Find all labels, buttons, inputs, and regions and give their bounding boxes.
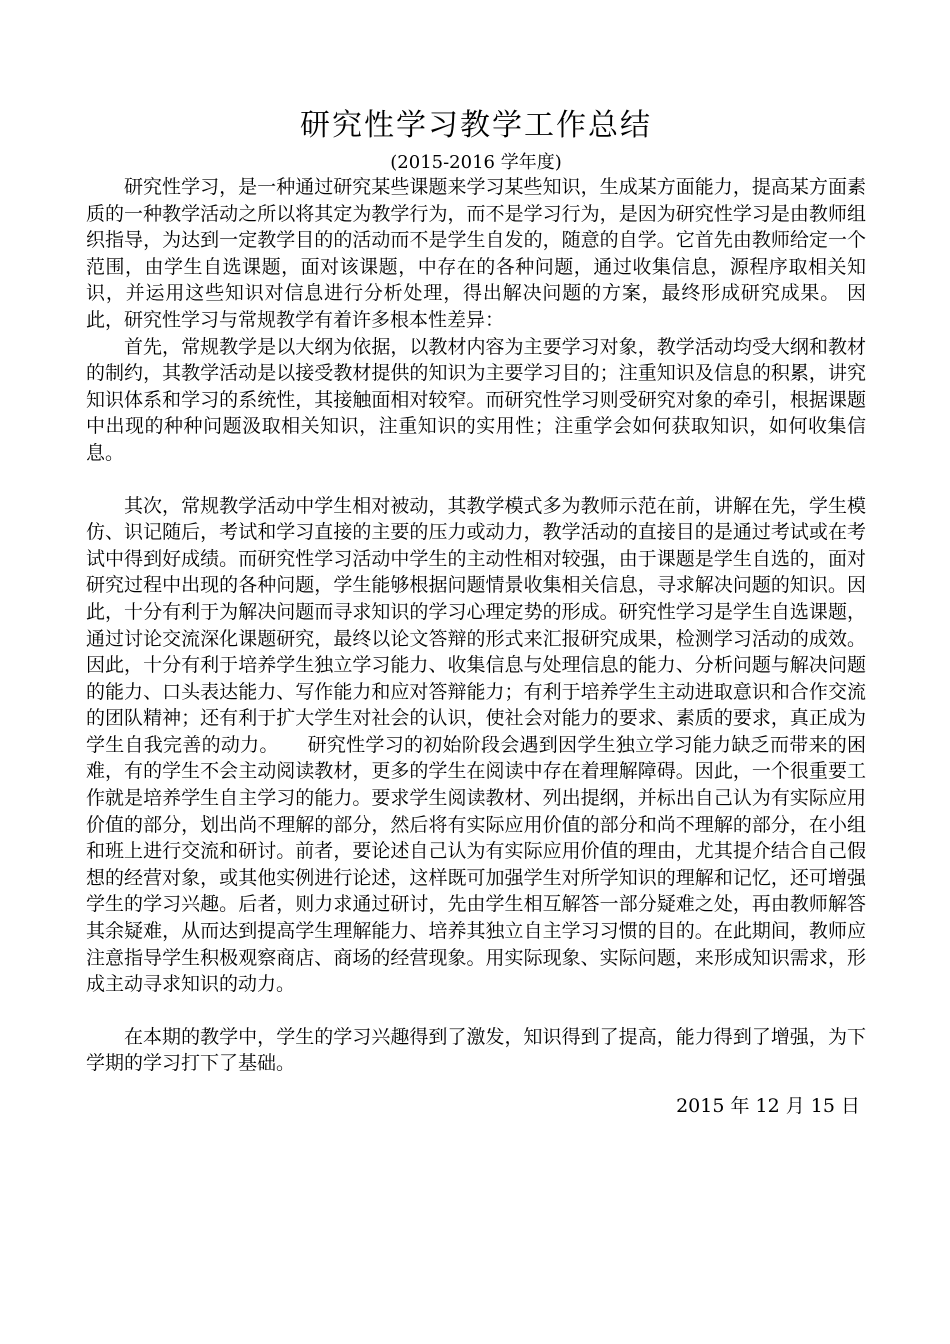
document-subtitle: (2015-2016 学年度) [390,152,562,173]
paragraph-spacer [86,467,866,493]
document-title: 研究性学习教学工作总结 [300,108,652,143]
paragraph-spacer [86,998,866,1024]
paragraph-first: 首先，常规教学是以大纲为依据，以教材内容为主要学习对象，教学活动均受大纲和教材的制约，其教学活动是以接受教材提供的知识为主要学习目的；注重知识及信息的积累，讲究知识体系和学习的系统性，其接触面相对较窄。而研究性学习则受研究对象的牵引，根据课题中出现的种种问题汲取相关知识，注重知识的实用性；注重学会如何获取知识，如何收集信息。 [86,335,866,464]
paragraph-intro: 研究性学习，是一种通过研究某些课题来学习某些知识，生成某方面能力，提高某方面素质的一种教学活动之所以将其定为教学行为，而不是学习行为，是因为研究性学习是由教师组织指导，为达到一定教学目的的活动而不是学生自发的，随意的自学。它首先由教师给定一个范围，由学生自选课题，面对该课题，中存在的各种问题，通过收集信息，源程序取相关知识，并运用这些知识对信息进行分析处理，得出解决问题的方案，最终形成研究成果。 因此，研究性学习与常规教学有着许多根本性差异： [86,176,866,331]
paragraph-second: 其次，常规教学活动中学生相对被动，其教学模式多为教师示范在前，讲解在先，学生模仿、识记随后，考试和学习直接的主要的压力或动力，教学活动的直接目的是通过考试或在考试中得到好成绩。而研究性学习活动中学生的主动性相对较强，由于课题是学生自选的，面对研究过程中出现的各种问题，学生能够根据问题情景收集相关信息，寻求解决问题的知识。因此，十分有利于为解决问题而寻求知识的学习心理定势的形成。研究性学习是学生自选课题，通过讨论交流深化课题研究，最终以论文答辩的形式来汇报研究成果，检测学习活动的成效。因此，十分有利于培养学生独立学习能力、收集信息与处理信息的能力、分析问题与解决问题的能力、口头表达能力、写作能力和应对答辩能力；有利于培养学生主动进取意识和合作交流的团队精神；还有利于扩大学生对社会的认识，使社会对能力的要求、素质的要求，真正成为学生自我完善的动力。 研究性学习的初始阶段会遇到因学生独立学习能力缺乏而带来的困难，有的学生不会主动阅读教材，更多的学生在阅读中存在着理解障碍。因此，一个很重要工作就是培养学生自主学习的能力。要求学生阅读教材、列出提纲，并标出自己认为有实际应用价值的部分，划出尚不理解的部分，然后将有实际应用价值的部分和尚不理解的部分，在小组和班上进行交流和研讨。前者，要论述自己认为有实际应用价值的理由，尤其提介结合自己假想的经营对象，或其他实例进行论述，这样既可加强学生对所学知识的理解和记忆，还可增强学生的学习兴趣。后者，则力求通过研讨，先由学生相互解答一部分疑难之处，再由教师解答其余疑难，从而达到提高学生理解能力、培养其独立自主学习习惯的目的。在此期间，教师应注意指导学生积极观察商店、商场的经营现象。用实际现象、实际问题，来形成知识需求，形成主动寻求知识的动力。 [86,494,866,996]
document-page [86,100,866,1119]
paragraph-conclusion: 在本期的教学中，学生的学习兴趣得到了激发，知识得到了提高，能力得到了增强，为下学期的学习打下了基础。 [86,1025,866,1075]
document-date: 2015 年 12 月 15 日 [676,1095,860,1117]
